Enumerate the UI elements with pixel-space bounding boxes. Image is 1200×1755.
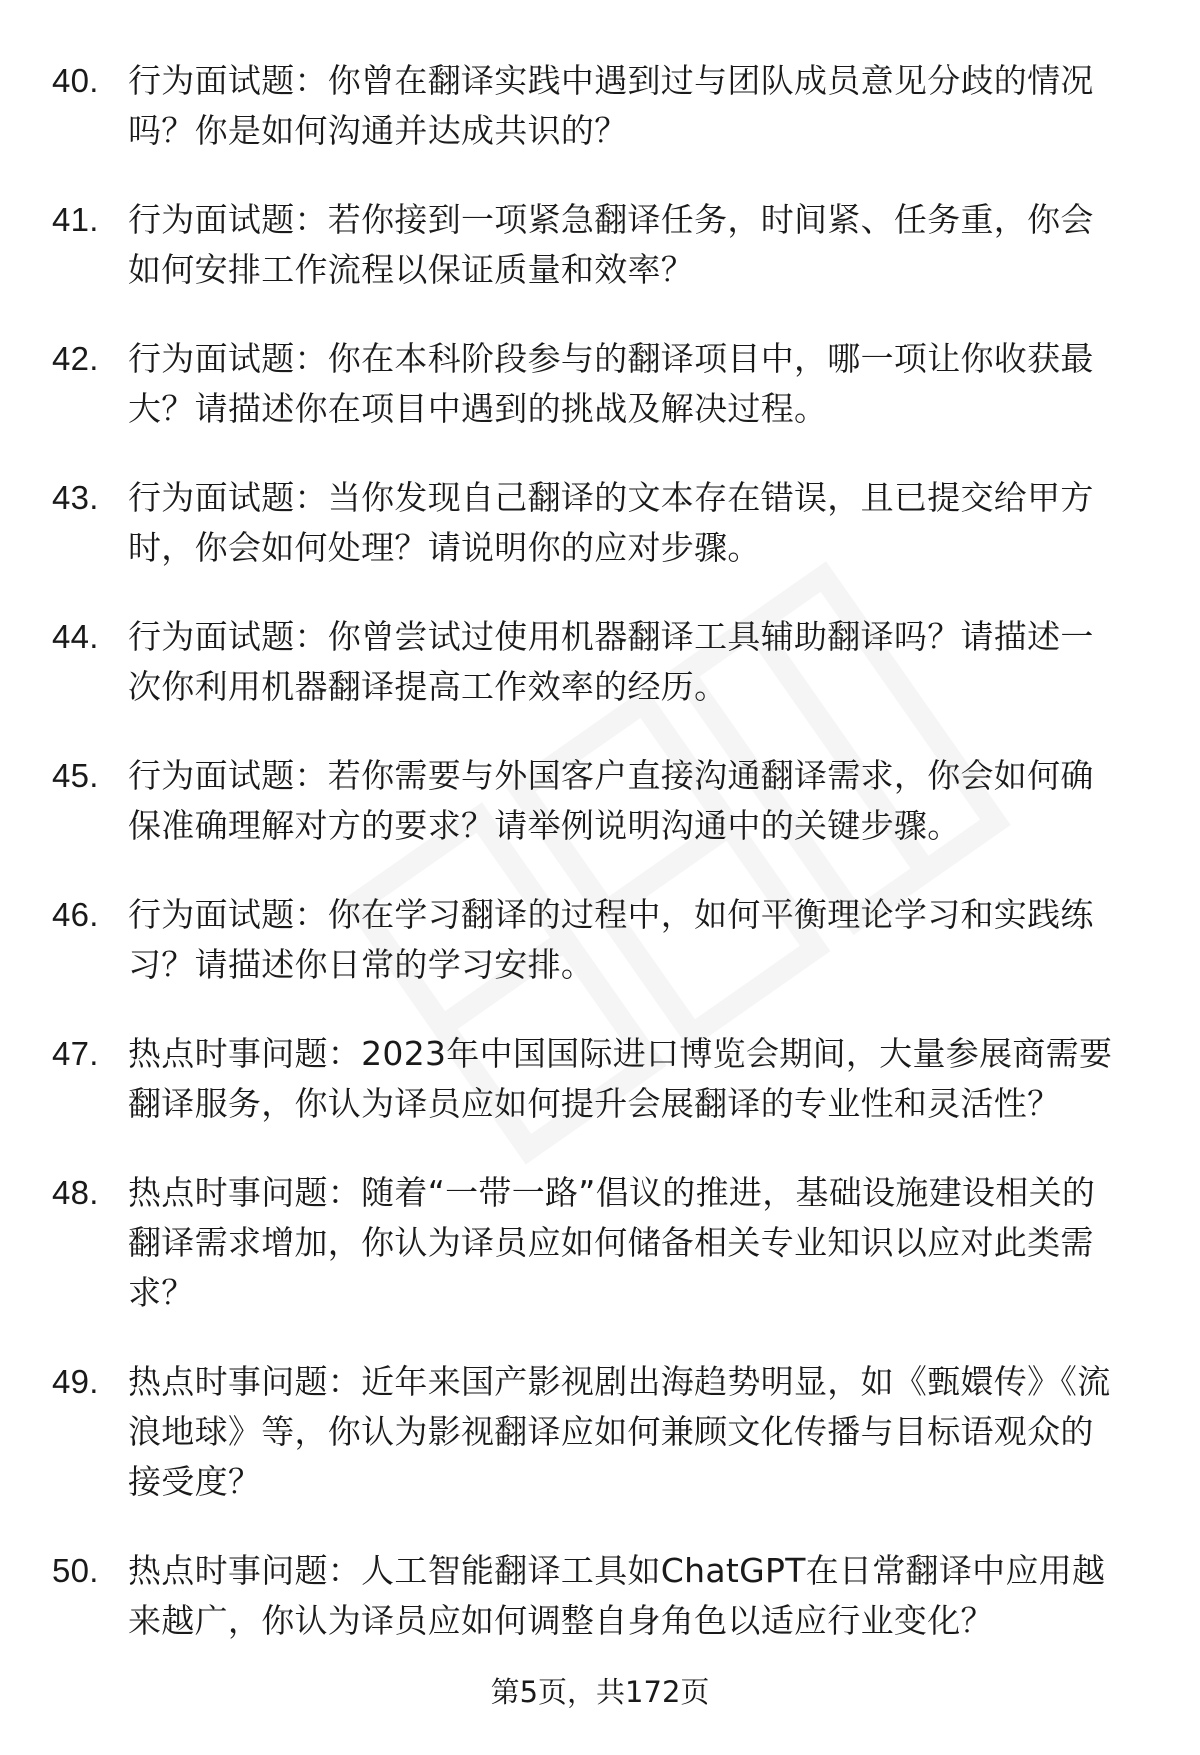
question-text: 行为面试题：你曾在翻译实践中遇到过与团队成员意见分歧的情况吗？你是如何沟通并达成共识的？ (128, 61, 1094, 150)
question-item (0, 890, 1200, 990)
question-text: 行为面试题：若你接到一项紧急翻译任务，时间紧、任务重，你会如何安排工作流程以保证质量和效率？ (128, 200, 1094, 289)
question-number: 50. (52, 1552, 99, 1589)
question-number: 46. (52, 896, 99, 933)
question-text: 热点时事问题：2023年中国国际进口博览会期间，大量参展商需要翻译服务，你认为译员应如何提升会展翻译的专业性和灵活性？ (128, 1034, 1113, 1123)
question-item (0, 1168, 1200, 1318)
question-item (0, 612, 1200, 712)
question-list (0, 56, 1200, 1685)
question-number: 45. (52, 757, 99, 794)
question-number: 40. (52, 62, 99, 99)
question-number: 48. (52, 1174, 99, 1211)
question-text: 行为面试题：当你发现自己翻译的文本存在错误，且已提交给甲方时，你会如何处理？请说明你的应对步骤。 (128, 478, 1094, 567)
question-item (0, 473, 1200, 573)
question-item (0, 195, 1200, 295)
question-item (0, 751, 1200, 851)
page-number-label: 第5页，共172页 (490, 1675, 710, 1709)
question-item (0, 1357, 1200, 1507)
question-number: 43. (52, 479, 99, 516)
question-number: 47. (52, 1035, 99, 1072)
question-number: 42. (52, 340, 99, 377)
question-text: 行为面试题：你在本科阶段参与的翻译项目中，哪一项让你收获最大？请描述你在项目中遇到的挑战及解决过程。 (128, 339, 1094, 428)
question-item (0, 1546, 1200, 1646)
question-text: 热点时事问题：随着“一带一路”倡议的推进，基础设施建设相关的翻译需求增加，你认为译员应如何储备相关专业知识以应对此类需求？ (128, 1173, 1096, 1312)
question-number: 41. (52, 201, 99, 238)
question-text: 行为面试题：若你需要与外国客户直接沟通翻译需求，你会如何确保准确理解对方的要求？请举例说明沟通中的关键步骤。 (128, 756, 1094, 845)
question-item (0, 334, 1200, 434)
page-footer (0, 1672, 1200, 1712)
question-number: 44. (52, 618, 99, 655)
question-text: 行为面试题：你在学习翻译的过程中，如何平衡理论学习和实践练习？请描述你日常的学习安排。 (128, 895, 1094, 984)
question-number: 49. (52, 1363, 99, 1400)
question-text: 行为面试题：你曾尝试过使用机器翻译工具辅助翻译吗？请描述一次你利用机器翻译提高工作效率的经历。 (128, 617, 1094, 706)
question-item (0, 1029, 1200, 1129)
question-text: 热点时事问题：人工智能翻译工具如ChatGPT在日常翻译中应用越来越广，你认为译员应如何调整自身角色以适应行业变化？ (128, 1551, 1106, 1640)
question-item (0, 56, 1200, 156)
question-text: 热点时事问题：近年来国产影视剧出海趋势明显，如《甄嬛传》《流浪地球》等，你认为影视翻译应如何兼顾文化传播与目标语观众的接受度？ (128, 1362, 1111, 1501)
